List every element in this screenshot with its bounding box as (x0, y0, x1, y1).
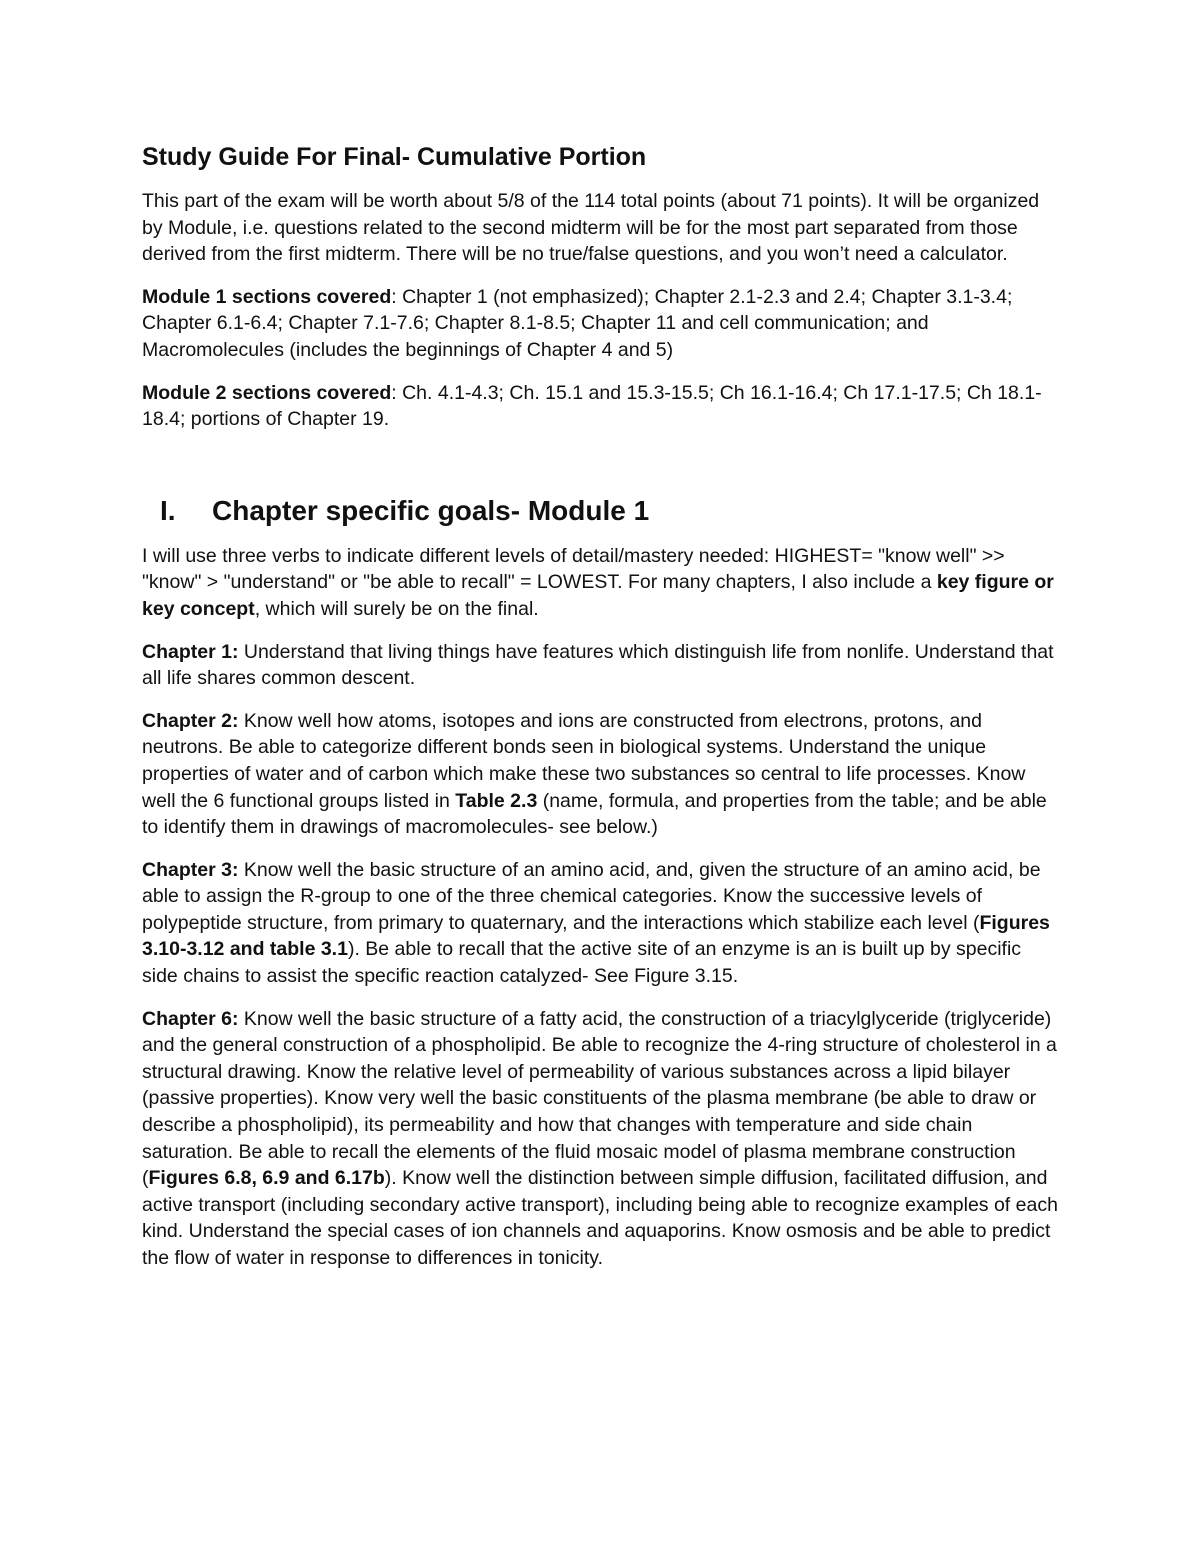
document-page (142, 140, 1062, 1288)
verbs-paragraph (142, 543, 1062, 623)
module1-label: Module 1 sections covered (142, 285, 392, 308)
section-title: Chapter specific goals- Module 1 (212, 494, 650, 526)
chapter3-paragraph (142, 857, 1062, 990)
verbs-text-a: I will use three verbs to indicate different levels of detail/mastery needed: HIGHEST= "know well" >> "know" > "understand" or "be able to recall" = LOWEST. For many chapters, I also include a (142, 544, 1005, 594)
module1-paragraph (142, 284, 1062, 364)
chapter3-text-a: Know well the basic structure of an amino acid, and, given the structure of an amino acid, be able to assign the R-group to one of the three chemical categories. Know the successive levels of polypeptide structure, from primary to quaternary, and the interactions which stabilize each level ( (142, 858, 1041, 934)
chapter6-text-b: ). Know well the distinction between simple diffusion, facilitated diffusion, and active transport (including secondary active transport), including being able to recognize examples of each kind. Understand the special cases of ion channels and aquaporins. Know osmosis and be able to predict the flow of water in response to differences in tonicity. (142, 1167, 1058, 1269)
module2-paragraph (142, 380, 1062, 433)
section-number: I. (160, 494, 176, 526)
chapter6-key-figure: Figures 6.8, 6.9 and 6.17b (148, 1167, 385, 1190)
chapter2-key-figure: Table 2.3 (455, 789, 538, 812)
chapter3-label: Chapter 3: (142, 858, 239, 881)
module2-text: : Ch. 4.1-4.3; Ch. 15.1 and 15.3-15.5; Ch 16.1-16.4; Ch 17.1-17.5; Ch 18.1-18.4; portions of Chapter 19. (142, 381, 1042, 431)
intro-paragraph: This part of the exam will be worth about 5/8 of the 114 total points (about 71 points). It will be organized by Module, i.e. questions related to the second midterm will be for the most part separated from those derived from the first midterm. There will be no true/false questions, and you won’t need a calculator. (142, 190, 1040, 266)
module2-label: Module 2 sections covered (142, 381, 392, 404)
chapter6-paragraph (142, 1006, 1062, 1272)
chapter6-label: Chapter 6: (142, 1007, 239, 1030)
verbs-key-concept: key figure or key concept (142, 571, 1054, 620)
chapter2-text-a: Know well how atoms, isotopes and ions are constructed from electrons, protons, and neutrons. Be able to categorize different bonds seen in biological systems. Understand the unique properties of water and of carbon which make these two substances so central to life processes. Know well the 6 functional groups listed in (142, 709, 1026, 812)
chapter1-text: Understand that living things have features which distinguish life from nonlife. Understand that all life shares common descent. (142, 640, 1054, 690)
module1-text: : Chapter 1 (not emphasized); Chapter 2.1-2.3 and 2.4; Chapter 3.1-3.4; Chapter 6.1-6.4; Chapter 7.1-7.6; Chapter 8.1-8.5; Chapter 11 and cell communication; and Macromolecules (includes the beginnings of Chapter 4 and 5) (142, 285, 1013, 361)
chapter2-text-b: (name, formula, and properties from the table; and be able to identify them in drawings of macromolecules- see below.) (142, 789, 1047, 839)
document-title: Study Guide For Final- Cumulative Portion (142, 143, 647, 171)
chapter1-paragraph (142, 639, 1062, 692)
chapter3-key-figure: Figures 3.10-3.12 and table 3.1 (142, 911, 1050, 961)
verbs-text-b: , which will surely be on the final. (254, 597, 539, 620)
section-heading (142, 493, 1062, 529)
chapter3-text-b: ). Be able to recall that the active site of an enzyme is an is built up by specific side chains to assist the specific reaction catalyzed- See Figure 3.15. (142, 938, 1022, 988)
chapter2-paragraph (142, 708, 1062, 841)
chapter6-text-a: Know well the basic structure of a fatty acid, the construction of a triacylglyceride (triglyceride) and the general construction of a phospholipid. Be able to recognize the 4-ring structure of cholesterol in a structural drawing. Know the relative level of permeability of various substances across a lipid bilayer (passive properties). Know very well the basic constituents of the plasma membrane (be able to draw or describe a phospholipid), its permeability and how that changes with temperature and side chain saturation. Be able to recall the elements of the fluid mosaic model of plasma membrane construction ( (142, 1007, 1057, 1190)
chapter2-label: Chapter 2: (142, 709, 239, 732)
chapter1-label: Chapter 1: (142, 640, 239, 663)
